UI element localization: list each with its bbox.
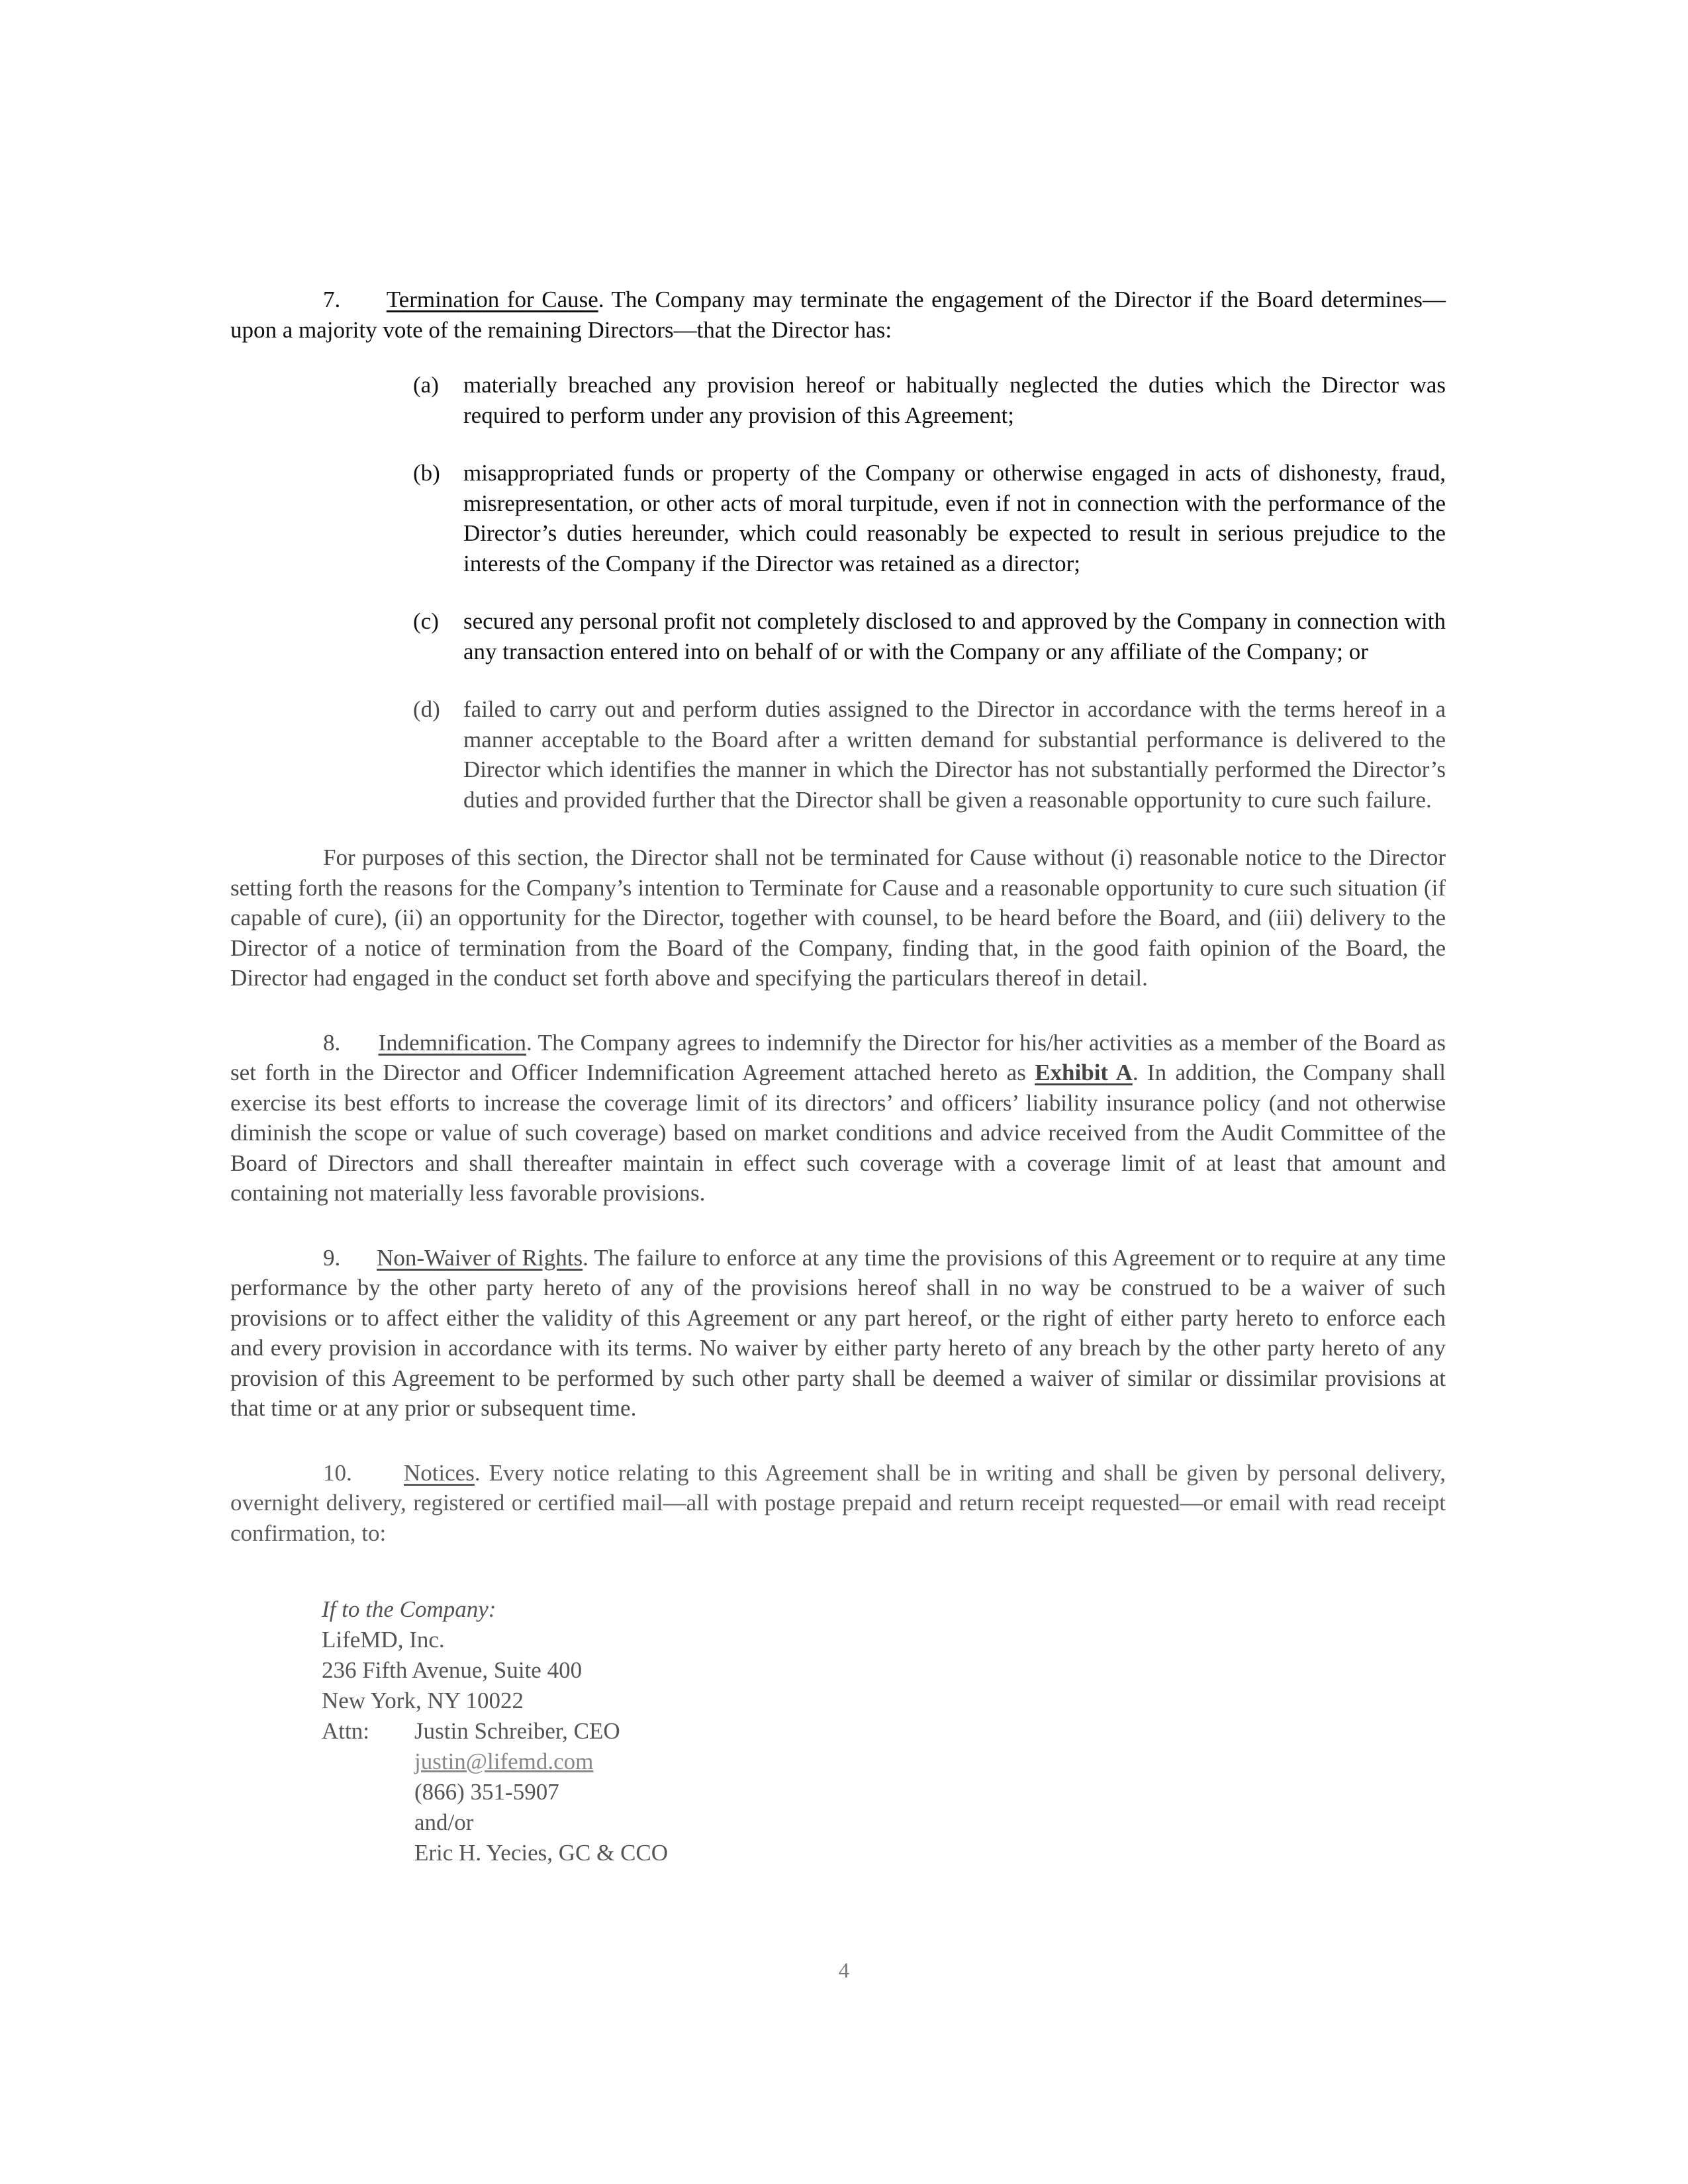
- section-8-title: Indemnification: [378, 1029, 527, 1056]
- second-contact: Eric H. Yecies, GC & CCO: [414, 1840, 669, 1866]
- spacer: [230, 993, 1446, 1028]
- section-8-text-a: . The Company agrees to indemnify the Director for his/her activities as a member of the Board as set forth in the Director and Officer Indemnification Agreement attached hereto as: [230, 1029, 1446, 1085]
- page-number: 4: [838, 1959, 850, 1983]
- item-label: (b): [413, 460, 440, 486]
- company-address-block: [230, 1594, 1446, 1868]
- list-item: [230, 370, 1446, 430]
- attn-label: Attn:: [322, 1718, 369, 1744]
- section-7-purposes: For purposes of this section, the Director shall not be terminated for Cause without (i) reasonable notice to the Director setting forth the reasons for the Company’s intention to Terminate for Cause and a reasonable opportunity to cure such situation (if capable of cure), (ii) an opportunity for the Director, together with counsel, to be heard before the Board, and (iii) delivery to the Director of a notice of termination from the Board of the Company, finding that, in the good faith opinion of the Board, the Director had engaged in the conduct set forth above and specifying the particulars thereof in detail.: [230, 844, 1446, 991]
- attention-line: [322, 1716, 1446, 1747]
- street-address: 236 Fifth Avenue, Suite 400: [322, 1657, 583, 1683]
- item-text: secured any personal profit not completely disclosed to and approved by the Company in connection with any transaction entered into on behalf of or with the Company or any affiliate of the Company; or: [463, 608, 1446, 664]
- attn-name: Justin Schreiber, CEO: [414, 1718, 620, 1744]
- spacer: [230, 1424, 1446, 1458]
- exhibit-a-reference: Exhibit A: [1035, 1060, 1133, 1085]
- section-7-paragraph: [230, 285, 1446, 345]
- document-body: [230, 285, 1446, 1868]
- section-7-text: . The Company may terminate the engagement of the Director if the Board determines—upon a majority vote of the remaining Directors—that the Director has:: [230, 287, 1446, 343]
- item-label: (d): [413, 696, 440, 722]
- section-7-number: 7.: [323, 287, 341, 312]
- section-10-paragraph: [230, 1458, 1446, 1549]
- item-text: failed to carry out and perform duties assigned to the Director in accordance with the terms hereof in a manner acceptable to the Board after a written demand for substantial performance is delivered to the Director which identifies the manner in which the Director has not substantially performed the Director’s duties and provided further that the Director shall be given a reasonable opportunity to cure such failure.: [463, 696, 1446, 813]
- item-label: (a): [413, 372, 439, 398]
- section-7-items: [230, 370, 1446, 815]
- section-10-number: 10.: [323, 1459, 352, 1486]
- and-or-text: and/or: [414, 1809, 474, 1835]
- email-link[interactable]: justin@lifemd.com: [414, 1749, 594, 1774]
- list-item: [230, 458, 1446, 578]
- section-10-text: . Every notice relating to this Agreement shall be in writing and shall be given by personal delivery, overnight delivery, registered or certified mail—all with postage prepaid and return receipt requested—or email with read receipt confirmation, to:: [230, 1459, 1446, 1546]
- city-state-zip: New York, NY 10022: [322, 1688, 524, 1713]
- section-8-paragraph: [230, 1028, 1446, 1208]
- section-8-text-b: . In addition, the Company shall exercise its best efforts to increase the coverage limit of its directors’ and officers’ liability insurance policy (and not otherwise diminish the scope or value of such coverage) based on market conditions and advice received from the Audit Committee of the Board of Directors and shall thereafter maintain in effect such coverage with a coverage limit of at least that amount and containing not materially less favorable provisions.: [230, 1060, 1446, 1206]
- section-9-number: 9.: [323, 1244, 341, 1271]
- list-item: [230, 694, 1446, 815]
- item-text: misappropriated funds or property of the Company or otherwise engaged in acts of dishonesty, fraud, misrepresentation, or other acts of moral turpitude, even if not in connection with the performance of the Director’s duties hereunder, which could reasonably be expected to result in serious prejudice to the interests of the Company if the Director was retained as a director;: [463, 460, 1446, 576]
- item-label: (c): [413, 608, 439, 634]
- phone-number: (866) 351-5907: [414, 1779, 559, 1805]
- address-heading: If to the Company:: [322, 1596, 496, 1622]
- item-text: materially breached any provision hereof or habitually neglected the duties which the Director was required to perform under any provision of this Agreement;: [463, 372, 1446, 428]
- section-9-title: Non-Waiver of Rights: [377, 1244, 583, 1271]
- section-9-text: . The failure to enforce at any time the provisions of this Agreement or to require at any time performance by the other party hereto of any of the provisions hereof shall in no way be construed to be a waiver of such provisions or to affect either the validity of this Agreement or any part hereof, or the right of either party hereto to enforce each and every provision in accordance with its terms. No waiver by either party hereto of any breach by the other party hereto of any provision of this Agreement to be performed by such other party shall be deemed a waiver of similar or dissimilar provisions at that time or at any prior or subsequent time.: [230, 1244, 1446, 1421]
- section-7-title: Termination for Cause: [386, 287, 598, 312]
- section-8-number: 8.: [323, 1029, 341, 1056]
- list-item: [230, 606, 1446, 666]
- company-name: LifeMD, Inc.: [322, 1627, 445, 1653]
- spacer: [230, 1208, 1446, 1243]
- section-9-paragraph: [230, 1243, 1446, 1424]
- section-10-title: Notices: [403, 1459, 475, 1486]
